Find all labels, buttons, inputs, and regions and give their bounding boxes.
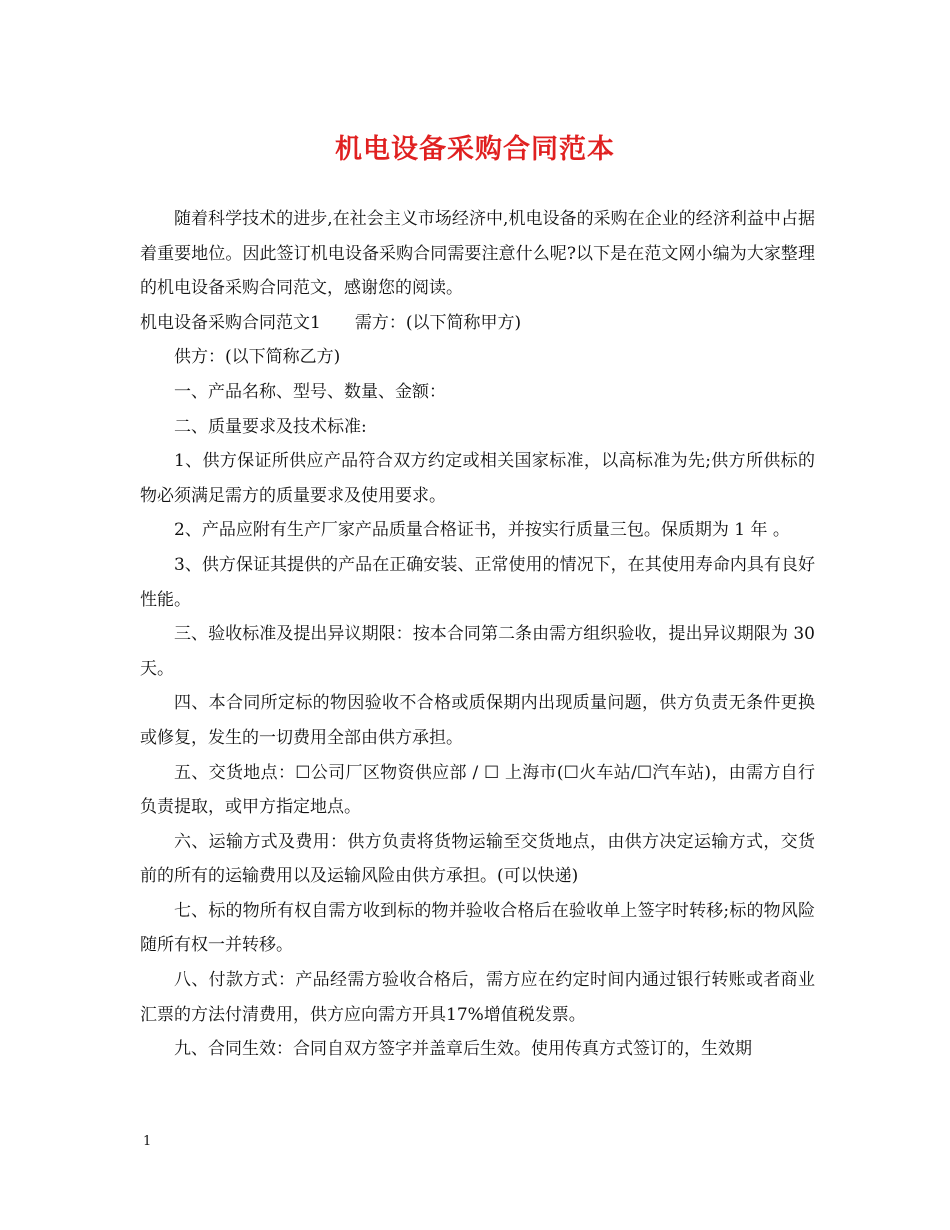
intro-paragraph: 随着科学技术的进步,在社会主义市场经济中,机电设备的采购在企业的经济利益中占据着重要地位。因此签订机电设备采购合同需要注意什么呢?以下是在范文网小编为大家整理的机电设备采购合同范文，感谢您的阅读。 xyxy=(140,209,815,299)
clause-8-paragraph: 八、付款方式：产品经需方验收合格后，需方应在约定时间内通过银行转账或者商业汇票的方法付清费用，供方应向需方开具17%增值税发票。 xyxy=(140,970,815,1025)
document-body xyxy=(140,202,815,1067)
clause-2-item-3-paragraph: 3、供方保证其提供的产品在正确安装、正常使用的情况下，在其使用寿命内具有良好性能。 xyxy=(140,554,815,610)
supplier-paragraph: 供方：(以下简称乙方) xyxy=(174,347,341,368)
clause-2-item-2-paragraph: 2、产品应附有生产厂家产品质量合格证书，并按实行质量三包。保质期为 1 年 。 xyxy=(174,520,790,541)
clause-6-paragraph: 六、运输方式及费用：供方负责将货物运输至交货地点，由供方决定运输方式，交货前的所有的运输费用以及运输风险由供方承担。(可以快递) xyxy=(140,831,815,887)
contract-heading-paragraph: 机电设备采购合同范文1 需方：(以下简称甲方) xyxy=(140,312,522,333)
document-title: 机电设备采购合同范本 xyxy=(335,134,615,165)
clause-5-paragraph: 五、交货地点：☐公司厂区物资供应部 / ☐ 上海市(☐火车站/☐汽车站)，由需方自行负责提取，或甲方指定地点。 xyxy=(140,762,815,818)
clause-2-item-1-paragraph: 1、供方保证所供应产品符合双方约定或相关国家标准，以高标准为先;供方所供标的物必须满足需方的质量要求及使用要求。 xyxy=(140,451,815,506)
clause-4-paragraph: 四、本合同所定标的物因验收不合格或质保期内出现质量问题，供方负责无条件更换或修复，发生的一切费用全部由供方承担。 xyxy=(140,693,815,748)
clause-3-paragraph: 三、验收标准及提出异议期限：按本合同第二条由需方组织验收，提出异议期限为 30 天。 xyxy=(140,624,815,679)
clause-1-paragraph: 一、产品名称、型号、数量、金额： xyxy=(174,381,446,402)
clause-7-paragraph: 七、标的物所有权自需方收到标的物并验收合格后在验收单上签字时转移;标的物风险随所有权一并转移。 xyxy=(140,900,815,956)
clause-9-paragraph: 九、合同生效：合同自双方签字并盖章后生效。使用传真方式签订的，生效期 xyxy=(174,1039,752,1060)
clause-2-paragraph: 二、质量要求及技术标准: xyxy=(174,416,367,437)
page-number: 1 xyxy=(143,1134,152,1149)
